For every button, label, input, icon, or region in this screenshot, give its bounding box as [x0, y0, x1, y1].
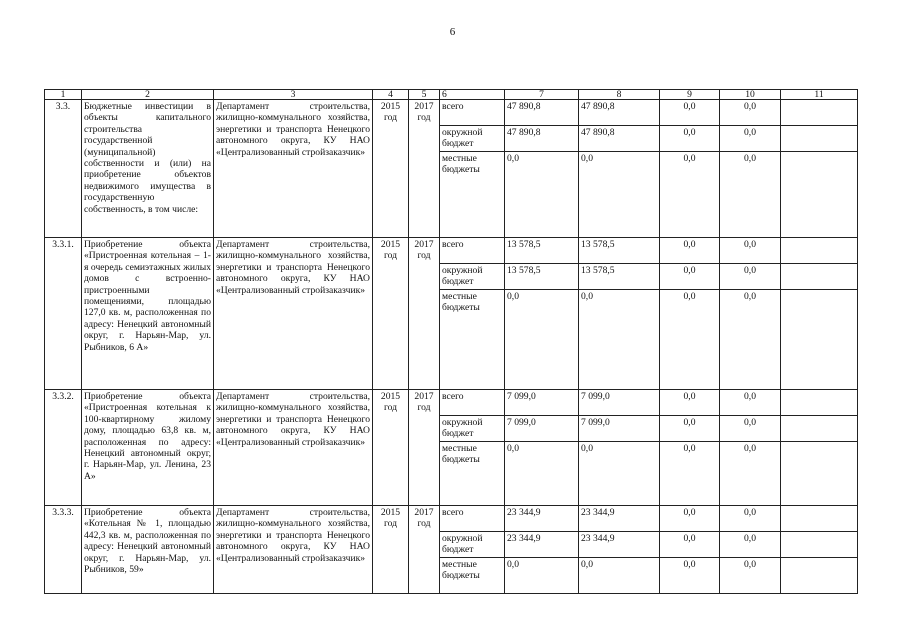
value-col7: 13 578,5 — [505, 264, 579, 290]
item-code: 3.3.2. — [45, 390, 82, 506]
start-year: 2015 год — [373, 390, 409, 506]
funding-source: местные бюджеты — [440, 290, 505, 390]
value-col11 — [781, 558, 858, 594]
value-col8: 7 099,0 — [579, 390, 660, 416]
value-col8: 13 578,5 — [579, 264, 660, 290]
funding-source: местные бюджеты — [440, 558, 505, 594]
value-col8: 23 344,9 — [579, 506, 660, 532]
value-col10: 0,0 — [720, 442, 781, 506]
start-year: 2015 год — [373, 100, 409, 238]
value-col9: 0,0 — [660, 264, 720, 290]
value-col8: 0,0 — [579, 152, 660, 238]
start-year: 2015 год — [373, 238, 409, 390]
value-col11 — [781, 416, 858, 442]
end-year: 2017 год — [409, 390, 440, 506]
funding-source: местные бюджеты — [440, 152, 505, 238]
value-col11 — [781, 442, 858, 506]
column-header: 9 — [660, 90, 720, 100]
value-col10: 0,0 — [720, 264, 781, 290]
value-col7: 7 099,0 — [505, 390, 579, 416]
column-header: 6 — [440, 90, 505, 100]
value-col10: 0,0 — [720, 238, 781, 264]
value-col11 — [781, 238, 858, 264]
value-col7: 47 890,8 — [505, 100, 579, 126]
value-col9: 0,0 — [660, 390, 720, 416]
value-col10: 0,0 — [720, 558, 781, 594]
value-col7: 23 344,9 — [505, 532, 579, 558]
column-header: 10 — [720, 90, 781, 100]
end-year: 2017 год — [409, 506, 440, 594]
funding-source: окружной бюджет — [440, 264, 505, 290]
value-col10: 0,0 — [720, 506, 781, 532]
value-col8: 0,0 — [579, 558, 660, 594]
item-name: Приобретение объекта «Пристроенная котельная к 100-квартирному жилому дому, площадью 63,8 кв. м, расположенная по адресу: Ненецкий автономный округ, г. Нарьян-Мар, ул. Ленина, 23 А» — [82, 390, 214, 506]
item-name: Бюджетные инвестиции в объекты капитального строительства государственной (муниципальной) собственности и (или) на приобретение объектов недвижимого имущества в государственную собственность, в том числе: — [82, 100, 214, 238]
value-col10: 0,0 — [720, 152, 781, 238]
item-executor: Департамент строительства, жилищно-коммунального хозяйства, энергетики и транспорта Ненецкого автономного округа, КУ НАО «Централизованный стройзаказчик» — [214, 100, 373, 238]
funding-source: окружной бюджет — [440, 532, 505, 558]
column-header: 11 — [781, 90, 858, 100]
column-header: 2 — [82, 90, 214, 100]
table-row — [45, 390, 858, 416]
funding-source: окружной бюджет — [440, 126, 505, 152]
table-row — [45, 100, 858, 126]
value-col9: 0,0 — [660, 558, 720, 594]
end-year: 2017 год — [409, 100, 440, 238]
value-col7: 0,0 — [505, 442, 579, 506]
item-executor: Департамент строительства, жилищно-коммунального хозяйства, энергетики и транспорта Ненецкого автономного округа, КУ НАО «Централизованный стройзаказчик» — [214, 506, 373, 594]
value-col11 — [781, 506, 858, 532]
value-col8: 7 099,0 — [579, 416, 660, 442]
item-code: 3.3.1. — [45, 238, 82, 390]
value-col9: 0,0 — [660, 100, 720, 126]
item-executor: Департамент строительства, жилищно-коммунального хозяйства, энергетики и транспорта Ненецкого автономного округа, КУ НАО «Централизованный стройзаказчик» — [214, 390, 373, 506]
value-col11 — [781, 290, 858, 390]
value-col10: 0,0 — [720, 100, 781, 126]
value-col11 — [781, 532, 858, 558]
value-col8: 0,0 — [579, 290, 660, 390]
table-row — [45, 506, 858, 532]
funding-source: всего — [440, 100, 505, 126]
value-col9: 0,0 — [660, 416, 720, 442]
value-col7: 0,0 — [505, 558, 579, 594]
value-col7: 0,0 — [505, 152, 579, 238]
funding-source: всего — [440, 390, 505, 416]
value-col8: 47 890,8 — [579, 100, 660, 126]
column-header: 7 — [505, 90, 579, 100]
value-col8: 13 578,5 — [579, 238, 660, 264]
column-header: 3 — [214, 90, 373, 100]
item-name: Приобретение объекта «Пристроенная котельная – 1-я очередь семиэтажных жилых домов с встроенно-пристроенными помещениями, площадью 127,0 кв. м, расположенная по адресу: Ненецкий автономный округ, г. Нарьян-Мар, ул. Рыбников, 6 А» — [82, 238, 214, 390]
value-col11 — [781, 126, 858, 152]
value-col8: 47 890,8 — [579, 126, 660, 152]
column-header: 8 — [579, 90, 660, 100]
item-executor: Департамент строительства, жилищно-коммунального хозяйства, энергетики и транспорта Ненецкого автономного округа, КУ НАО «Централизованный стройзаказчик» — [214, 238, 373, 390]
header-row — [45, 90, 858, 100]
funding-source: всего — [440, 506, 505, 532]
item-code: 3.3. — [45, 100, 82, 238]
start-year: 2015 год — [373, 506, 409, 594]
value-col7: 47 890,8 — [505, 126, 579, 152]
item-code: 3.3.3. — [45, 506, 82, 594]
value-col11 — [781, 100, 858, 126]
value-col11 — [781, 264, 858, 290]
funding-source: местные бюджеты — [440, 442, 505, 506]
value-col7: 7 099,0 — [505, 416, 579, 442]
funding-source: окружной бюджет — [440, 416, 505, 442]
value-col7: 13 578,5 — [505, 238, 579, 264]
value-col11 — [781, 152, 858, 238]
value-col8: 23 344,9 — [579, 532, 660, 558]
table-row — [45, 238, 858, 264]
funding-source: всего — [440, 238, 505, 264]
item-name: Приобретение объекта «Котельная № 1, площадью 442,3 кв. м, расположенная по адресу: Ненецкий автономный округ, г. Нарьян-Мар, ул. Рыбников, 59» — [82, 506, 214, 594]
value-col9: 0,0 — [660, 442, 720, 506]
value-col10: 0,0 — [720, 416, 781, 442]
value-col9: 0,0 — [660, 506, 720, 532]
value-col7: 23 344,9 — [505, 506, 579, 532]
column-header: 1 — [45, 90, 82, 100]
value-col10: 0,0 — [720, 290, 781, 390]
column-header: 5 — [409, 90, 440, 100]
value-col9: 0,0 — [660, 126, 720, 152]
page-number: 6 — [449, 26, 456, 38]
value-col10: 0,0 — [720, 532, 781, 558]
value-col9: 0,0 — [660, 238, 720, 264]
value-col11 — [781, 390, 858, 416]
value-col9: 0,0 — [660, 532, 720, 558]
value-col9: 0,0 — [660, 152, 720, 238]
value-col9: 0,0 — [660, 290, 720, 390]
program-table — [44, 89, 858, 594]
value-col7: 0,0 — [505, 290, 579, 390]
value-col8: 0,0 — [579, 442, 660, 506]
end-year: 2017 год — [409, 238, 440, 390]
value-col10: 0,0 — [720, 390, 781, 416]
value-col10: 0,0 — [720, 126, 781, 152]
column-header: 4 — [373, 90, 409, 100]
